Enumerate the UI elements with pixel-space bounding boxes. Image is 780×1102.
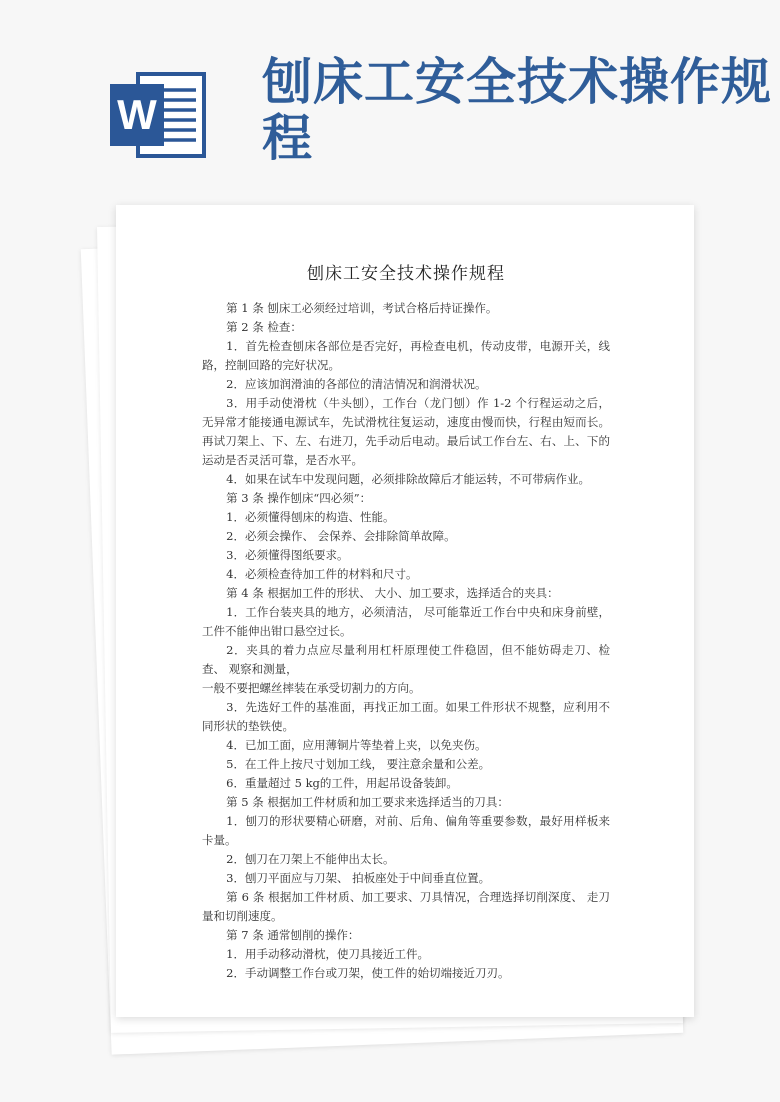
document-paragraph: 3．必须懂得图纸要求。 xyxy=(226,548,349,562)
document-paragraph: 第 2 条 检查： xyxy=(226,320,302,334)
document-paragraph: 第 7 条 通常刨削的操作： xyxy=(226,928,360,942)
document-paragraph: 第 6 条 根据加工件材质、加工要求、刀具情况，合理选择切削深度、 走刀量和切削速度。 xyxy=(202,890,610,923)
word-icon-letter: W xyxy=(117,91,157,138)
document-paragraph: 4．已加工面，应用薄铜片等垫着上夹，以免夹伤。 xyxy=(226,738,487,752)
word-document-icon xyxy=(108,68,208,162)
document-paragraph: 2．夹具的着力点应尽量利用杠杆原理使工件稳固，但不能妨碍走刀、检查、 观察和测量， xyxy=(202,643,610,676)
document-paragraph: 1．首先检查刨床各部位是否完好，再检查电机，传动皮带，电源开关，线路，控制回路的完好状况。 xyxy=(202,339,610,372)
document-paragraph: 5．在工件上按尺寸划加工线， 要注意余量和公差。 xyxy=(226,757,491,771)
document-paragraph: 1．工作台装夹具的地方，必须清洁， 尽可能靠近工作台中央和床身前壁，工件不能伸出钳口悬空过长。 xyxy=(202,605,610,638)
document-body xyxy=(202,299,610,983)
document-paragraph: 3．刨刀平面应与刀架、 拍板座处于中间垂直位置。 xyxy=(226,871,491,885)
document-paragraph: 2．刨刀在刀架上不能伸出太长。 xyxy=(226,852,395,866)
document-paragraph: 1．用手动移动滑枕，使刀具接近工件。 xyxy=(226,947,429,961)
document-paragraph: 6．重量超过 5 kg的工件，用起吊设备装卸。 xyxy=(226,776,458,790)
document-paragraph: 一般不要把螺丝摔装在承受切割力的方向。 xyxy=(202,681,421,695)
document-paragraph: 第 5 条 根据加工件材质和加工要求来选择适当的刀具： xyxy=(226,795,509,809)
document-paragraph: 4．必须检查待加工件的材料和尺寸。 xyxy=(226,567,418,581)
document-paragraph: 3．用手动使滑枕（牛头刨），工作台（龙门刨）作 1-2 个行程运动之后，无异常才能接通电源试车，先试滑枕往复运动，速度由慢而快，行程由短而长。再试刀架上、下、左、右进刀，先手动后电动。最后试工作台左、右、上、下的运动是否灵活可靠，是否水平。 xyxy=(202,396,610,467)
document-paragraph: 第 1 条 刨床工必须经过培训，考试合格后持证操作。 xyxy=(226,301,498,315)
document-paragraph: 3．先选好工件的基准面，再找正加工面。如果工件形状不规整，应利用不同形状的垫铁使。 xyxy=(202,700,610,733)
document-paragraph: 1．必须懂得刨床的构造、性能。 xyxy=(226,510,395,524)
document-paragraph: 第 4 条 根据加工件的形状、 大小、加工要求，选择适合的夹具： xyxy=(226,586,559,600)
document-paragraph: 2．应该加润滑油的各部位的清洁情况和润滑状况。 xyxy=(226,377,487,391)
document-paragraph: 2．手动调整工作台或刀架，使工件的始切端接近刀刃。 xyxy=(226,966,510,980)
document-title: 刨床工安全技术操作规程 xyxy=(307,264,505,284)
document-paragraph: 1．刨刀的形状要精心研磨，对前、后角、偏角等重要参数，最好用样板来卡量。 xyxy=(202,814,610,847)
document-page xyxy=(116,205,694,1017)
document-paragraph: 第 3 条 操作刨床“四必须”： xyxy=(226,491,372,505)
document-paragraph: 2．必须会操作、 会保养、会排除简单故障。 xyxy=(226,529,456,543)
document-paragraph: 4．如果在试车中发现问题，必须排除故障后才能运转，不可带病作业。 xyxy=(226,472,590,486)
header-title: 刨床工安全技术操作规程 xyxy=(262,53,772,167)
